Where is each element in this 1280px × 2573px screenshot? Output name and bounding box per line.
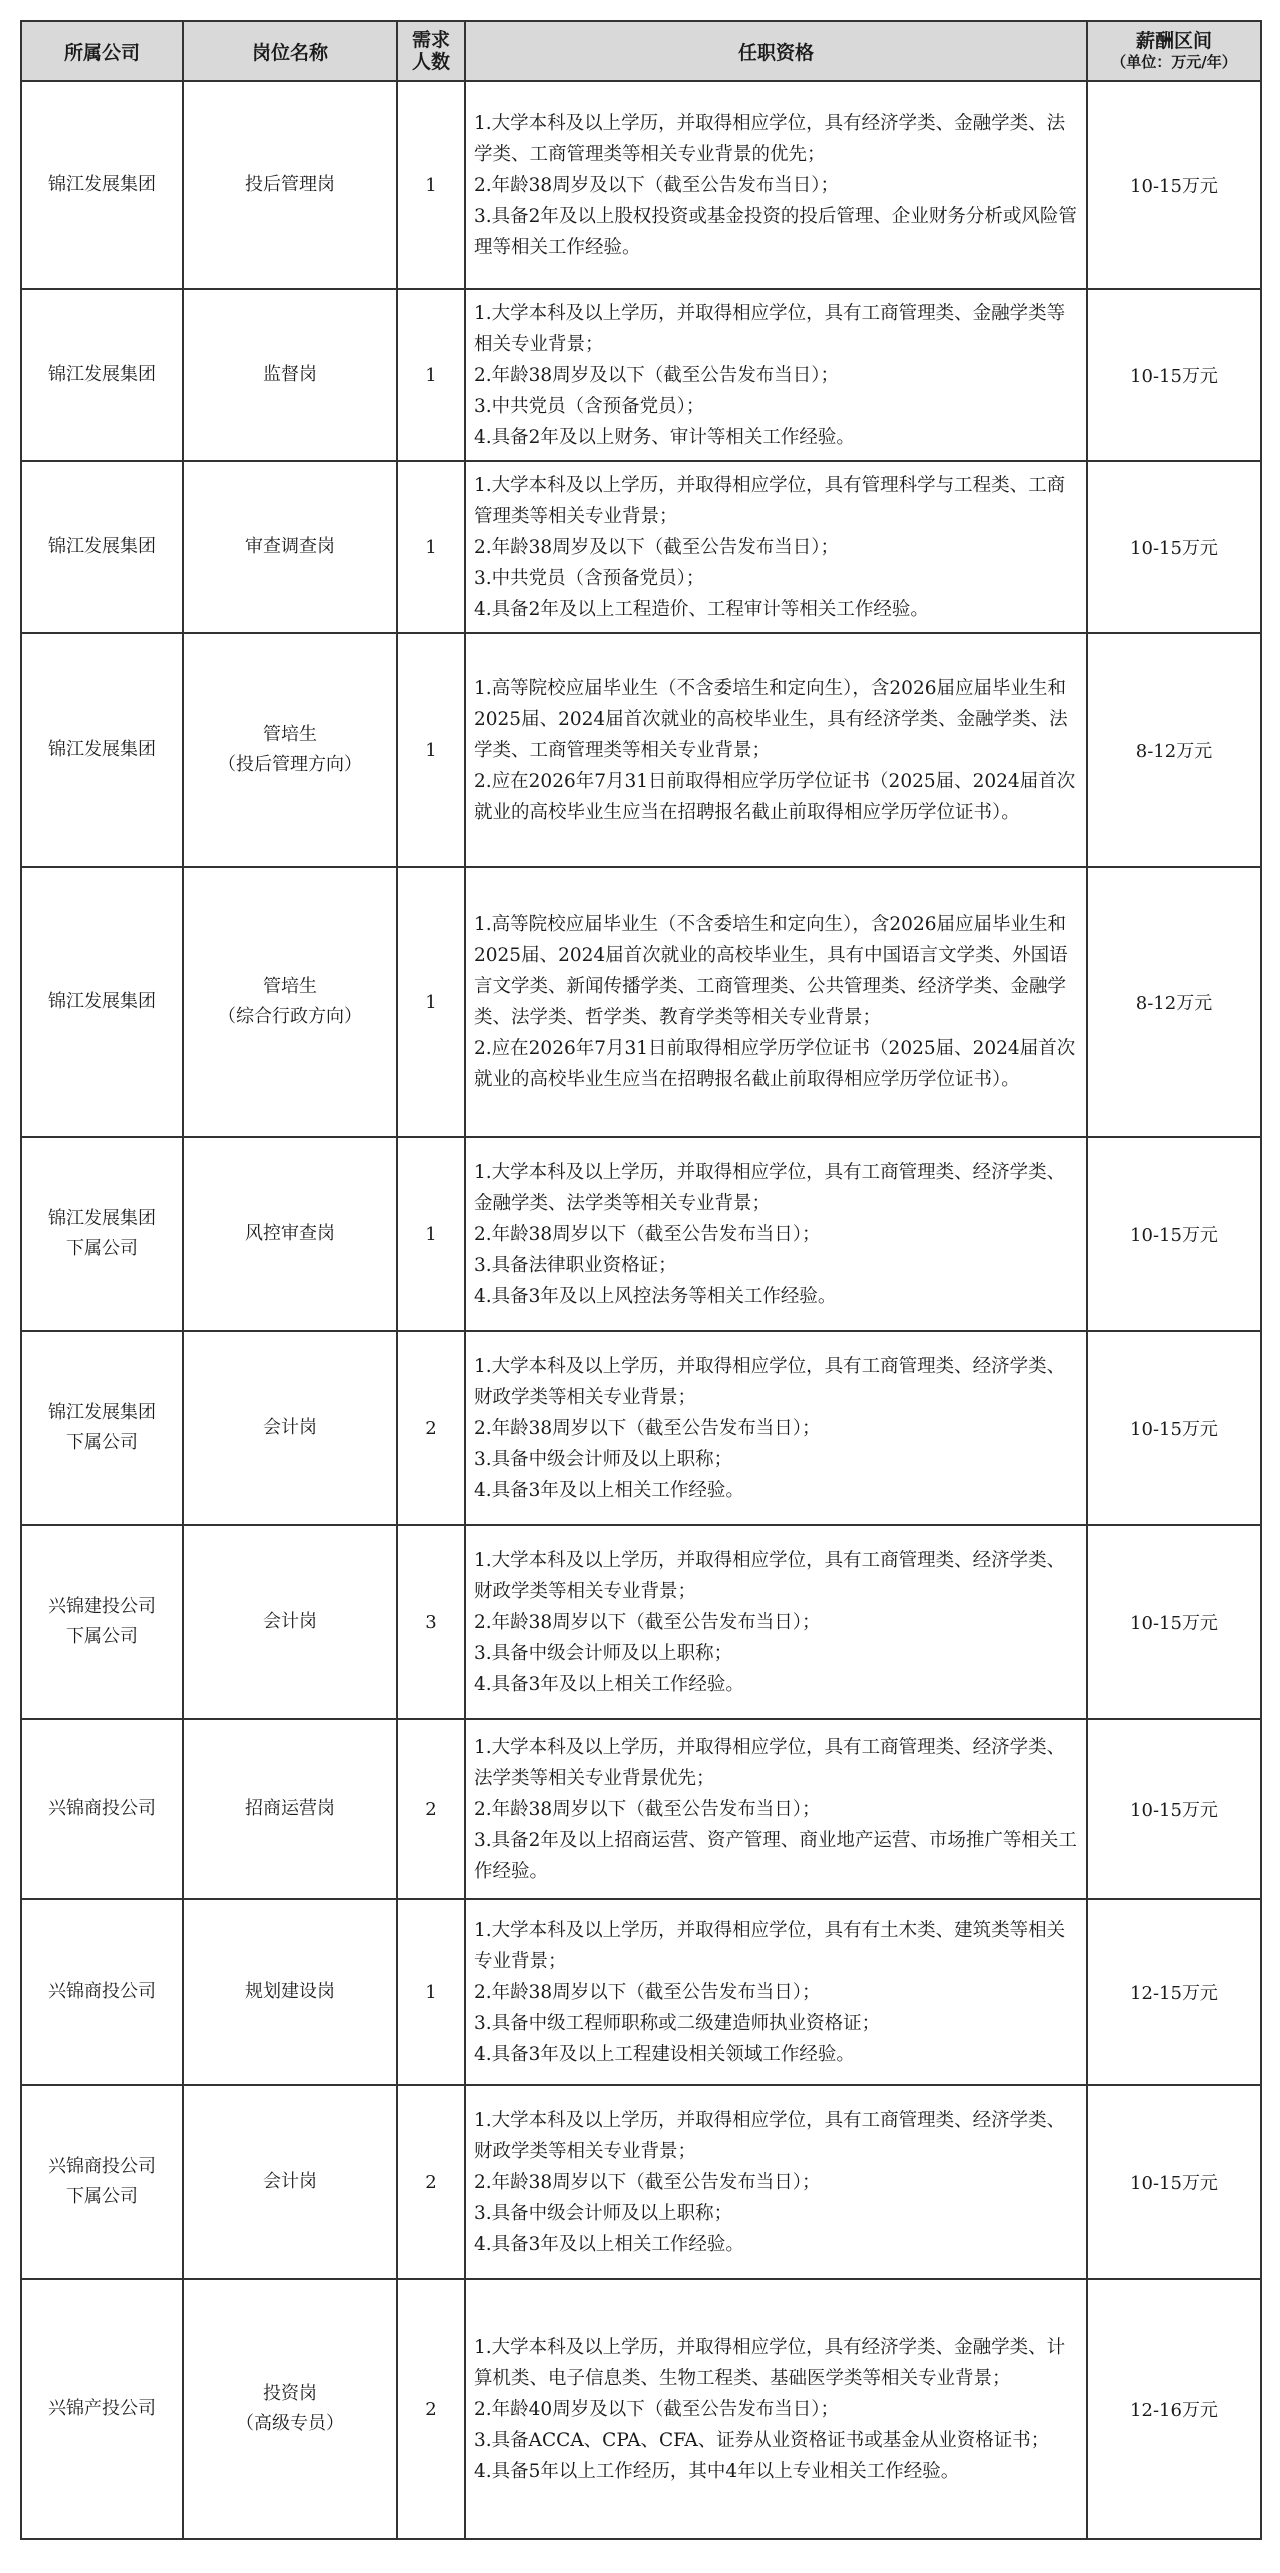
requirement-item: 4.具备3年及以上相关工作经验。: [474, 2233, 744, 2255]
company-cell: [21, 2085, 183, 2279]
requirement-item: 3.中共党员（含预备党员）；: [474, 567, 705, 589]
requirement-item: 1.大学本科及以上学历，并取得相应学位，具有管理科学与工程类、工商管理类等相关专业背景；: [474, 474, 1066, 527]
company-cell-line: 兴锦商投公司: [48, 1981, 156, 2002]
requirement-item: 1.高等院校应届毕业生（不含委培生和定向生），含2026届应届毕业生和2025届、2024届首次就业的高校毕业生，具有中国语言文学类、外国语言文学类、新闻传播学类、工商管理类、公共管理类、经济学类、金融学类、法学类、哲学类、教育学类等相关专业背景；: [474, 914, 1068, 1028]
company-cell: [21, 81, 183, 289]
salary-cell: 10-15万元: [1087, 289, 1261, 461]
position-cell-line: （高级专员）: [236, 2413, 344, 2434]
requirements-cell: [465, 867, 1087, 1137]
requirement-item: 1.大学本科及以上学历，并取得相应学位，具有有土木类、建筑类等相关专业背景；: [474, 1919, 1066, 1972]
job-table-container: [20, 20, 1260, 2540]
requirements-cell: [465, 289, 1087, 461]
requirement-item: 3.具备2年及以上招商运营、资产管理、商业地产运营、市场推广等相关工作经验。: [474, 1829, 1077, 1882]
requirement-item: 1.大学本科及以上学历，并取得相应学位，具有工商管理类、经济学类、法学类等相关专业背景优先；: [474, 1736, 1066, 1789]
position-cell: [183, 81, 397, 289]
requirement-item: 4.具备2年及以上财务、审计等相关工作经验。: [474, 426, 855, 448]
requirement-item: 4.具备3年及以上风控法务等相关工作经验。: [474, 1285, 837, 1307]
company-cell-line: 锦江发展集团: [48, 991, 156, 1012]
requirements-cell: [465, 1525, 1087, 1719]
count-cell: 2: [397, 2085, 465, 2279]
header-requirements: 任职资格: [465, 21, 1087, 81]
requirement-item: 1.大学本科及以上学历，并取得相应学位，具有经济学类、金融学类、法学类、工商管理类等相关专业背景的优先；: [474, 112, 1066, 165]
position-cell: [183, 2085, 397, 2279]
requirement-item: 2.年龄40周岁及以下（截至公告发布当日）；: [474, 2398, 839, 2420]
requirements-cell: [465, 1899, 1087, 2085]
table-row: [21, 1719, 1261, 1899]
company-cell-line: 下属公司: [66, 1432, 138, 1453]
position-cell: [183, 2279, 397, 2539]
header-salary: [1087, 21, 1261, 81]
table-row: [21, 1331, 1261, 1525]
position-cell-line: （综合行政方向）: [218, 1006, 362, 1027]
company-cell-line: 下属公司: [66, 1626, 138, 1647]
position-cell: [183, 289, 397, 461]
company-cell-line: 兴锦商投公司: [48, 2156, 156, 2177]
requirement-item: 1.大学本科及以上学历，并取得相应学位，具有工商管理类、经济学类、财政学类等相关专业背景；: [474, 1549, 1066, 1602]
count-cell: 3: [397, 1525, 465, 1719]
requirement-item: 4.具备3年及以上工程建设相关领域工作经验。: [474, 2043, 855, 2065]
position-cell: [183, 1899, 397, 2085]
position-cell: [183, 1719, 397, 1899]
company-cell: [21, 289, 183, 461]
requirements-cell: [465, 1331, 1087, 1525]
requirements-cell: [465, 1719, 1087, 1899]
company-cell: [21, 633, 183, 867]
position-cell-line: 管培生: [263, 724, 317, 745]
requirement-item: 2.年龄38周岁以下（截至公告发布当日）；: [474, 1981, 821, 2003]
count-cell: 1: [397, 1899, 465, 2085]
table-header-row: [21, 21, 1261, 81]
position-cell: [183, 633, 397, 867]
header-count: [397, 21, 465, 81]
requirements-cell: [465, 2085, 1087, 2279]
requirement-item: 2.年龄38周岁及以下（截至公告发布当日）；: [474, 364, 839, 386]
requirement-item: 1.高等院校应届毕业生（不含委培生和定向生），含2026届应届毕业生和2025届、2024届首次就业的高校毕业生，具有经济学类、金融学类、法学类、工商管理类等相关专业背景；: [474, 677, 1068, 761]
table-row: [21, 1137, 1261, 1331]
requirement-item: 1.大学本科及以上学历，并取得相应学位，具有工商管理类、经济学类、财政学类等相关专业背景；: [474, 1355, 1066, 1408]
requirement-item: 3.具备中级会计师及以上职称；: [474, 2202, 733, 2224]
position-cell: [183, 1137, 397, 1331]
requirement-item: 1.大学本科及以上学历，并取得相应学位，具有工商管理类、金融学类等相关专业背景；: [474, 302, 1066, 355]
count-cell: 2: [397, 1331, 465, 1525]
position-cell-line: 投资岗: [263, 2383, 317, 2404]
requirement-item: 2.年龄38周岁以下（截至公告发布当日）；: [474, 1798, 821, 1820]
position-cell-line: 规划建设岗: [245, 1981, 335, 2002]
table-row: [21, 867, 1261, 1137]
position-cell-line: 会计岗: [263, 1417, 317, 1438]
company-cell: [21, 461, 183, 633]
header-company: 所属公司: [21, 21, 183, 81]
requirements-cell: [465, 1137, 1087, 1331]
requirement-item: 2.年龄38周岁以下（截至公告发布当日）；: [474, 1611, 821, 1633]
requirement-item: 2.年龄38周岁及以下（截至公告发布当日）；: [474, 536, 839, 558]
salary-cell: 10-15万元: [1087, 2085, 1261, 2279]
count-cell: 2: [397, 2279, 465, 2539]
header-count-line1: 需求: [411, 29, 450, 51]
requirements-cell: [465, 633, 1087, 867]
salary-cell: 10-15万元: [1087, 461, 1261, 633]
position-cell-line: 风控审查岗: [245, 1223, 335, 1244]
company-cell: [21, 1525, 183, 1719]
requirement-item: 3.具备中级会计师及以上职称；: [474, 1448, 733, 1470]
position-cell: [183, 867, 397, 1137]
recruitment-table: [20, 20, 1262, 2540]
count-cell: 2: [397, 1719, 465, 1899]
salary-cell: 10-15万元: [1087, 1525, 1261, 1719]
company-cell-line: 锦江发展集团: [48, 739, 156, 760]
count-cell: 1: [397, 81, 465, 289]
header-salary-title: 薪酬区间: [1135, 30, 1212, 52]
salary-cell: 8-12万元: [1087, 867, 1261, 1137]
count-cell: 1: [397, 289, 465, 461]
position-cell: [183, 1525, 397, 1719]
count-cell: 1: [397, 633, 465, 867]
table-row: [21, 461, 1261, 633]
company-cell-line: 下属公司: [66, 2186, 138, 2207]
requirement-item: 3.中共党员（含预备党员）；: [474, 395, 705, 417]
salary-cell: 8-12万元: [1087, 633, 1261, 867]
salary-cell: 12-16万元: [1087, 2279, 1261, 2539]
position-cell-line: 管培生: [263, 976, 317, 997]
table-body: [21, 81, 1261, 2539]
position-cell-line: （投后管理方向）: [218, 754, 362, 775]
requirements-cell: [465, 81, 1087, 289]
requirement-item: 4.具备3年及以上相关工作经验。: [474, 1673, 744, 1695]
table-row: [21, 2085, 1261, 2279]
requirements-cell: [465, 2279, 1087, 2539]
requirement-item: 3.具备中级工程师职称或二级建造师执业资格证；: [474, 2012, 881, 2034]
company-cell: [21, 867, 183, 1137]
header-salary-unit: （单位：万元/年）: [1111, 53, 1237, 71]
company-cell: [21, 1719, 183, 1899]
salary-cell: 10-15万元: [1087, 1719, 1261, 1899]
position-cell-line: 会计岗: [263, 2171, 317, 2192]
company-cell-line: 锦江发展集团: [48, 536, 156, 557]
requirement-item: 4.具备5年以上工作经历，其中4年以上专业相关工作经验。: [474, 2460, 960, 2482]
header-position: 岗位名称: [183, 21, 397, 81]
position-cell: [183, 1331, 397, 1525]
position-cell-line: 审查调查岗: [245, 536, 335, 557]
requirement-item: 2.应在2026年7月31日前取得相应学历学位证书（2025届、2024届首次就业的高校毕业生应当在招聘报名截止前取得相应学历学位证书）。: [474, 770, 1076, 823]
table-row: [21, 81, 1261, 289]
company-cell-line: 兴锦产投公司: [48, 2398, 156, 2419]
count-cell: 1: [397, 461, 465, 633]
requirement-item: 2.年龄38周岁以下（截至公告发布当日）；: [474, 1223, 821, 1245]
company-cell-line: 锦江发展集团: [48, 1208, 156, 1229]
requirement-item: 2.年龄38周岁以下（截至公告发布当日）；: [474, 2171, 821, 2193]
company-cell: [21, 1899, 183, 2085]
requirement-item: 2.应在2026年7月31日前取得相应学历学位证书（2025届、2024届首次就业的高校毕业生应当在招聘报名截止前取得相应学历学位证书）。: [474, 1038, 1076, 1090]
requirement-item: 1.大学本科及以上学历，并取得相应学位，具有经济学类、金融学类、计算机类、电子信息类、生物工程类、基础医学类等相关专业背景；: [474, 2336, 1066, 2389]
table-row: [21, 2279, 1261, 2539]
table-row: [21, 633, 1261, 867]
requirement-item: 1.大学本科及以上学历，并取得相应学位，具有工商管理类、经济学类、财政学类等相关专业背景；: [474, 2109, 1066, 2162]
requirement-item: 2.年龄38周岁以下（截至公告发布当日）；: [474, 1417, 821, 1439]
position-cell-line: 监督岗: [263, 364, 317, 385]
company-cell-line: 锦江发展集团: [48, 1402, 156, 1423]
position-cell-line: 投后管理岗: [245, 174, 335, 195]
company-cell: [21, 1331, 183, 1525]
header-count-line2: 人数: [411, 51, 450, 73]
requirement-item: 4.具备2年及以上工程造价、工程审计等相关工作经验。: [474, 598, 929, 620]
salary-cell: 12-15万元: [1087, 1899, 1261, 2085]
company-cell-line: 锦江发展集团: [48, 174, 156, 195]
table-row: [21, 1525, 1261, 1719]
requirement-item: 3.具备法律职业资格证；: [474, 1254, 677, 1276]
requirements-cell: [465, 461, 1087, 633]
company-cell-line: 兴锦建投公司: [48, 1596, 156, 1617]
position-cell-line: 会计岗: [263, 1611, 317, 1632]
requirement-item: 1.大学本科及以上学历，并取得相应学位，具有工商管理类、经济学类、金融学类、法学类等相关专业背景；: [474, 1161, 1066, 1214]
requirement-item: 3.具备ACCA、CPA、CFA、证券从业资格证书或基金从业资格证书；: [474, 2429, 1050, 2451]
position-cell-line: 招商运营岗: [245, 1798, 335, 1819]
table-row: [21, 289, 1261, 461]
salary-cell: 10-15万元: [1087, 1137, 1261, 1331]
count-cell: 1: [397, 1137, 465, 1331]
position-cell: [183, 461, 397, 633]
requirement-item: 3.具备2年及以上股权投资或基金投资的投后管理、企业财务分析或风险管理等相关工作经验。: [474, 205, 1077, 258]
requirement-item: 4.具备3年及以上相关工作经验。: [474, 1479, 744, 1501]
company-cell-line: 兴锦商投公司: [48, 1798, 156, 1819]
table-row: [21, 1899, 1261, 2085]
salary-cell: 10-15万元: [1087, 81, 1261, 289]
company-cell-line: 锦江发展集团: [48, 364, 156, 385]
count-cell: 1: [397, 867, 465, 1137]
requirement-item: 3.具备中级会计师及以上职称；: [474, 1642, 733, 1664]
company-cell: [21, 1137, 183, 1331]
company-cell: [21, 2279, 183, 2539]
requirement-item: 2.年龄38周岁及以下（截至公告发布当日）；: [474, 174, 839, 196]
company-cell-line: 下属公司: [66, 1238, 138, 1259]
salary-cell: 10-15万元: [1087, 1331, 1261, 1525]
